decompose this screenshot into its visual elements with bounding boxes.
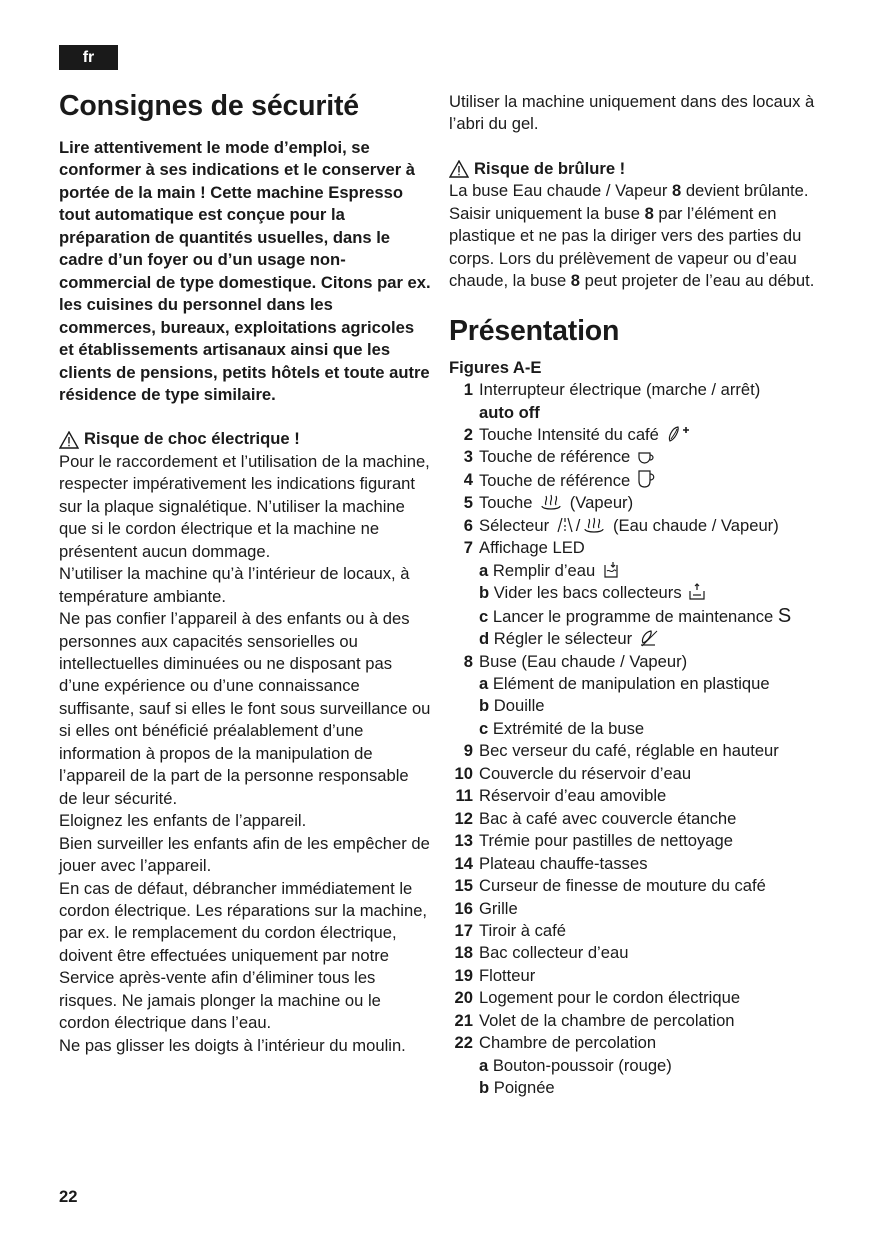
selector-icon bbox=[639, 629, 659, 647]
list-item: 2 Touche Intensité du café bbox=[449, 424, 819, 446]
warning-paragraph: Ne pas confier l’appareil à des enfants ou à des personnes aux capacités sensorielles ou intellectuelles diminuées ou ne disposant pas d’une expérience ou d’une connaissance suffisante, sauf si elles le font sous surveillance ou si elles ont bénéficié préalablement d’une information à propos de la manipulation de l’appareil de la part de la personne responsable de leur sécurité. bbox=[59, 609, 431, 808]
right-column bbox=[449, 91, 819, 1100]
list-item: 12 Bac à café avec couvercle étanche bbox=[454, 808, 737, 828]
warning-paragraph: Bien surveiller les enfants afin de les empêcher de jouer avec l’appareil. bbox=[59, 833, 430, 876]
steam-icon bbox=[539, 493, 563, 511]
small-cup-icon bbox=[637, 449, 657, 465]
steam-icon bbox=[582, 516, 606, 534]
drip-tray-icon bbox=[688, 583, 706, 601]
burn-warning-heading bbox=[449, 158, 819, 180]
list-item: 17 Tiroir à café bbox=[454, 920, 566, 940]
figures-label: Figures A-E bbox=[449, 357, 542, 377]
language-label: fr bbox=[82, 48, 95, 66]
list-item: 11 Réservoir d’eau amovible bbox=[455, 786, 667, 806]
list-item: 4 Touche de référence bbox=[449, 469, 819, 492]
list-item: 6 Sélecteur / (Eau chaude / Vapeur) bbox=[463, 515, 779, 535]
warning-title: Risque de brûlure ! bbox=[474, 158, 626, 178]
water-tank-icon bbox=[602, 561, 620, 579]
presentation-title: Présentation bbox=[449, 314, 620, 347]
safety-title: Consignes de sécurité bbox=[59, 90, 359, 122]
list-item: 5 Touche (Vapeur) bbox=[463, 493, 634, 513]
sub-item: a Bouton-poussoir (rouge) bbox=[479, 1055, 672, 1075]
electric-shock-warning-heading bbox=[59, 428, 431, 450]
maintenance-symbol: S bbox=[777, 604, 792, 627]
safety-intro: Lire attentivement le mode d’emploi, se conformer à ses indications et le conserver à portée de la main ! Cette machine Espresso tout automatique est conçue pour la préparation de quantités usuelles, dans le cadre d’un foyer ou d’un usage non-commercial de type domestique. Citons par ex. les cuisines du personnel dans les commerces, bureaux, exploitations agricoles et établissements artisanaux ainsi que les clients de pensions, petits hôtels et toute autre résidence de type similaire. bbox=[59, 138, 431, 404]
warning-title: Risque de choc électrique ! bbox=[84, 429, 300, 449]
language-tab bbox=[59, 45, 118, 70]
warning-paragraph: En cas de défaut, débrancher immédiatement le cordon électrique. Les réparations sur la machine, par ex. le remplacement du cordon électrique, doivent être effectuées uniquement par notre Service après-vente afin d’éliminer tous les risques. Ne jamais plonger la machine ou le cordon électrique dans l’eau. bbox=[59, 878, 428, 1033]
page-number: 22 bbox=[59, 1187, 78, 1206]
frost-note: Utiliser la machine uniquement dans des locaux à l’abri du gel. bbox=[449, 92, 815, 134]
list-item: 9 Bec verseur du café, réglable en hauteur bbox=[463, 741, 779, 761]
left-column bbox=[59, 86, 431, 1057]
warning-paragraph: Ne pas glisser les doigts à l’intérieur du moulin. bbox=[59, 1035, 406, 1055]
list-item: 8 Buse (Eau chaude / Vapeur) bbox=[463, 651, 688, 671]
parts-list bbox=[449, 763, 819, 1055]
sub-item: b Poignée bbox=[479, 1078, 555, 1098]
sub-item: b Vider les bacs collecteurs bbox=[479, 582, 819, 604]
sub-item: a Elément de manipulation en plastique bbox=[479, 673, 770, 693]
sub-item: a Remplir d’eau bbox=[479, 560, 819, 582]
sub-item: d Régler le sélecteur bbox=[479, 628, 819, 650]
warning-triangle-icon bbox=[449, 160, 469, 178]
list-item: 20 Logement pour le cordon électrique bbox=[454, 988, 741, 1008]
list-item: 10 Couvercle du réservoir d’eau bbox=[454, 763, 692, 783]
list-item: 13 Trémie pour pastilles de nettoyage bbox=[454, 831, 733, 851]
warning-triangle-icon bbox=[59, 431, 79, 449]
coffee-strength-icon bbox=[666, 425, 690, 443]
list-item: 16 Grille bbox=[454, 898, 518, 918]
list-item: 19 Flotteur bbox=[454, 965, 536, 985]
list-item: 22 Chambre de percolation bbox=[454, 1033, 657, 1053]
warning-paragraph: Pour le raccordement et l’utilisation de la machine, respecter impérativement les indications figurant sur la plaque signalétique. N’utiliser la machine que si le cordon électrique et la machine ne présentent aucun dommage. bbox=[59, 451, 430, 561]
hot-water-icon bbox=[556, 516, 574, 534]
warning-paragraph: N’utiliser la machine qu’à l’intérieur de locaux, à température ambiante. bbox=[59, 564, 410, 606]
sub-item: c Extrémité de la buse bbox=[479, 718, 645, 738]
list-item: 7 Affichage LED bbox=[463, 538, 585, 558]
large-cup-icon bbox=[637, 469, 657, 489]
list-item: 3 Touche de référence bbox=[449, 446, 819, 468]
sub-item: b Douille bbox=[479, 696, 545, 716]
warning-paragraph: Eloignez les enfants de l’appareil. bbox=[59, 811, 307, 831]
list-item: 21 Volet de la chambre de percolation bbox=[454, 1010, 735, 1030]
list-item: 18 Bac collecteur d’eau bbox=[454, 943, 629, 963]
list-item: 15 Curseur de finesse de mouture du café bbox=[454, 876, 766, 896]
list-item: 14 Plateau chauffe-tasses bbox=[454, 853, 648, 873]
list-item: 1 Interrupteur électrique (marche / arrêt) auto off bbox=[463, 380, 761, 422]
burn-warning-text: La buse Eau chaude / Vapeur 8 devient brûlante. Saisir uniquement la buse 8 par l’élément en plastique et ne pas la diriger vers des parties du corps. Lors du prélèvement de vapeur ou d’eau chaude, la buse 8 peut projeter de l’eau au début. bbox=[449, 181, 815, 291]
sub-item: c Lancer le programme de maintenance S bbox=[479, 604, 792, 627]
